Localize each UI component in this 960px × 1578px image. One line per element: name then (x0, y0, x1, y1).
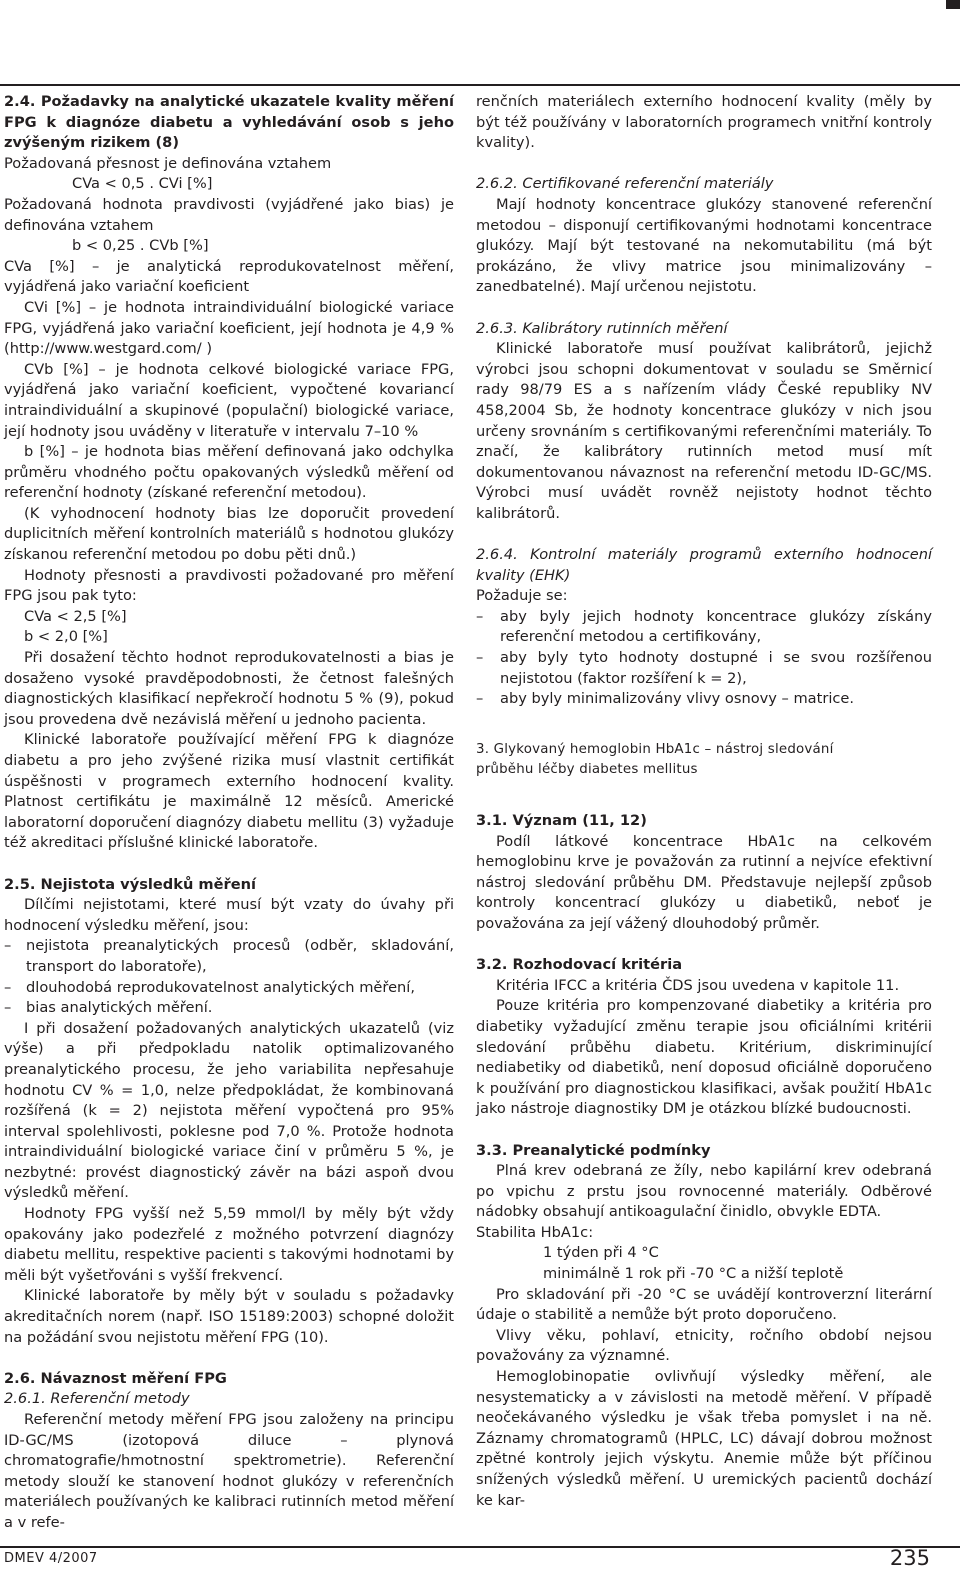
paragraph: (K vyhodnocení hodnoty bias lze doporučit provedení duplicitních měření kontrolních materiálů s hodnotou glukózy získanou referenční metodou po dobu pěti dnů.) (4, 504, 454, 564)
formula: b < 0,25 . CVb [%] (72, 237, 209, 255)
paragraph: Referenční metody měření FPG jsou založeny na principu ID-GC/MS (izotopová diluce – plynová chromatografie/hmotnostní spektrometrie). Referenční metody slouží ke stanovení hodnot glukózy v referenčních materiálech používaných ke kalibraci rutinních metod měření a v refe- (4, 1411, 454, 1531)
chapter-3-heading-line-2: průběhu léčby diabetes mellitus (476, 762, 698, 778)
left-column (4, 92, 454, 1534)
formula: b < 2,0 [%] (24, 628, 108, 646)
paragraph: CVi [%] – je hodnota intraindividuální biologické variace FPG, vyjádřená jako variační koeficient, její hodnota je 4,9 % (http://www.westgard.com/ ) (4, 298, 454, 358)
formula: CVa < 2,5 [%] (24, 607, 127, 625)
right-column (476, 92, 932, 1511)
stability-line: minimálně 1 rok při -70 °C a nižší teplotě (543, 1265, 844, 1283)
paragraph: CVb [%] – je hodnota celkové biologické variace FPG, vyjádřená jako variační koeficient, vypočtené kovariancí intraindividuální a skupinové (populační) biologické variace, její hodnoty jsou uváděny v literatuře v intervalu 7–10 % (4, 360, 454, 440)
paragraph: Stabilita HbA1c: (476, 1223, 594, 1241)
paragraph: Požadovaná hodnota pravdivosti (vyjádřené jako bias) je definována vztahem (4, 195, 454, 234)
paragraph: b [%] – je hodnota bias měření definovaná jako odchylka průměru vhodného počtu opakovaných výsledků měření od referenční hodnoty (získané referenční metodou). (4, 443, 454, 502)
paragraph: renčních materiálech externího hodnocení kvality (měly by být též používány v laboratorních programech vnitřní kontroly kvality). (476, 93, 932, 152)
paragraph: Kritéria IFCC a kritéria ČDS jsou uvedena v kapitole 11. (496, 976, 900, 994)
section-heading-3-2: 3.2. Rozhodovací kritéria (476, 956, 683, 974)
chapter-3-heading-line-1: 3. Glykovaný hemoglobin HbA1c – nástroj sledování (476, 742, 834, 758)
formula: CVa < 0,5 . CVi [%] (72, 175, 213, 193)
corner-mark (946, 0, 960, 9)
paragraph: Požadovaná přesnost je definována vztahem (4, 154, 332, 172)
list-item: – aby byly minimalizovány vlivy osnovy – matrice. (476, 689, 932, 710)
journal-issue: DMEV 4/2007 (4, 1551, 98, 1566)
paragraph: Při dosažení těchto hodnot reprodukovatelnosti a bias je dosaženo vysoké pravděpodobnosti, že četnost falešných diagnostických klasifikací nepřekročí hodnotu 5 % (9), pokud jsou provedena dvě nezávislá měření u jednoho pacienta. (4, 649, 454, 728)
list-item: – aby byly jejich hodnoty koncentrace glukózy získány referenční metodou a certifikovány, (476, 607, 932, 648)
paragraph: Podíl látkové koncentrace HbA1c na celkovém hemoglobinu krve je považován za rutinní a nejvíce efektivní nástroj sledování průběhu DM. Představuje nejlepší způsob kontroly koncentrací glukózy u diabetiků, neboť je považována za její vážený dlouhodobý průměr. (476, 832, 932, 932)
subsection-heading-2-6-2: 2.6.2. Certifikované referenční materiály (476, 175, 774, 193)
header-rule (0, 84, 960, 86)
paragraph: CVa [%] – je analytická reprodukovatelnost měření, vyjádřená jako variační koeficient (4, 257, 454, 296)
paragraph: I při dosažení požadovaných analytických ukazatelů (viz výše) a při předpokladu natolik optimalizovaného preanalytického procesu, že jeho variabilita nepřesahuje hodnotu CV % = 1,0, nelze předpokládat, že kombinovaná rozšířená (k = 2) nejistota měření vypočtená pro 95% interval spolehlivosti, poklesne pod 7,0 %. Protože hodnota intraindividuální biologické variace činí v průměru 5 %, je nezbytné: provést diagnostický závěr na bázi aspoň dvou výsledků měření. (4, 1019, 454, 1202)
paragraph: Hemoglobinopatie ovlivňují výsledky měření, ale nesystematicky a v závislosti na metodě měření. V případě neočekávaného výsledku je však třeba pomyslet i na ně. Záznamy chromatogramů (HPLC, LC) dávají dobrou možnost zpětné kontroly jejich výskytu. Anemie může být příčinou snížených výsledků měření. U uremických pacientů dochází ke kar- (476, 1368, 932, 1509)
list-item: – nejistota preanalytických procesů (odběr, skladování, transport do laboratoře), (4, 936, 454, 977)
paragraph: Dílčími nejistotami, které musí být vzaty do úvahy při hodnocení výsledku měření, jsou: (4, 896, 454, 934)
paragraph: Pro skladování při -20 °C se uvádějí kontroverzní literární údaje o stabilitě a nemůže být proto doporučeno. (476, 1285, 932, 1324)
page-number: 235 (889, 1546, 930, 1570)
ehk-requirements-list (476, 607, 932, 710)
paragraph: Hodnoty FPG vyšší než 5,59 mmol/l by měly být vždy opakovány jako podezřelé z možného potvrzení diagnózy diabetu mellitu, respektive pacienti s takovými hodnotami by měli být vyšetřováni s vyšší frekvencí. (4, 1205, 454, 1284)
section-heading-2-6: 2.6. Návaznost měření FPG (4, 1369, 227, 1387)
list-item: – aby byly tyto hodnoty dostupné i se svou rozšířenou nejistotou (faktor rozšíření k = 2), (476, 648, 932, 689)
uncertainty-list (4, 936, 454, 1018)
paragraph: Klinické laboratoře musí používat kalibrátorů, jejichž výrobci jsou schopni dokumentovat v souladu se Směrnicí rady 98/79 ES a s nařízením vlády České republiky NV 458,2004 Sb, že hodnoty koncentrace glukózy v nich jsou určeny srovnáním s certifikovanými referenčními materiály. To značí, že kalibrátory rutinních metod musí mít dokumentovanou návaznost na referenční metodu ID-GC/MS. Výrobci musí uvádět rovněž nejistoty hodnot těchto kalibrátorů. (476, 340, 932, 522)
paragraph: Požaduje se: (476, 587, 568, 605)
paragraph: Plná krev odebraná ze žíly, nebo kapilární krev odebraná po vpichu z prstu jsou rovnocenné materiály. Odběrové nádobky obsahují antikoagulační činidlo, obvykle EDTA. (476, 1162, 932, 1221)
section-heading-2-5: 2.5. Nejistota výsledků měření (4, 875, 257, 893)
stability-line: 1 týden při 4 °C (543, 1244, 659, 1262)
paragraph: Hodnoty přesnosti a pravdivosti požadované pro měření FPG jsou pak tyto: (4, 566, 454, 605)
paragraph: Klinické laboratoře by měly být v souladu s požadavky akreditačních norem (např. ISO 15189:2003) schopné doložit na požádání svou nejistotu měření FPG (10). (4, 1287, 454, 1346)
section-heading-3-1: 3.1. Význam (11, 12) (476, 812, 647, 829)
footer-rule (0, 1546, 960, 1548)
paragraph: Mají hodnoty koncentrace glukózy stanovené referenční metodou – disponují certifikovanými hodnotami koncentrace glukózy. Mají být testované na nekomutabilitu (má být prokázáno, že vlivy matrice jsou minimalizovány – zanedbatelné). Mají určenou nejistotu. (476, 195, 932, 296)
subsection-heading-2-6-1: 2.6.1. Referenční metody (4, 1390, 190, 1408)
subsection-heading-2-6-3: 2.6.3. Kalibrátory rutinních měření (476, 319, 728, 337)
list-item: – bias analytických měření. (4, 998, 454, 1019)
section-heading-2-4: 2.4. Požadavky na analytické ukazatele kvality měření FPG k diagnóze diabetu a vyhledávání osob s jeho zvýšeným rizikem (8) (4, 93, 454, 152)
list-item: – dlouhodobá reprodukovatelnost analytických měření, (4, 978, 454, 999)
paragraph: Pouze kritéria pro kompenzované diabetiky a kritéria pro diabetiky vyžadující změnu terapie jsou oficiálními kritérii sledování průběhu diabetu. Kritérium, diskriminující nediabetiky od diabetiků, není doposud oficiálně doporučeno k používání pro diagnostickou klasifikaci, avšak použití HbA1c jako nástroje diagnostiky DM je otázkou blízké budoucnosti. (476, 997, 932, 1118)
paragraph: Vlivy věku, pohlaví, etnicity, ročního období nejsou považovány za významné. (476, 1326, 932, 1365)
paragraph: Klinické laboratoře používající měření FPG k diagnóze diabetu a pro jeho zvýšené rizika musí vlastnit certifikát úspěšnosti v programech externího hodnocení kvality. Platnost certifikátu je maximálně 12 měsíců. Americké laboratorní doporučení diagnózy diabetu mellitu (3) vyžaduje též akreditaci příslušné klinické laboratoře. (4, 731, 454, 852)
section-heading-3-3: 3.3. Preanalytické podmínky (476, 1141, 711, 1159)
subsection-heading-2-6-4: 2.6.4. Kontrolní materiály programů externího hodnocení kvality (EHK) (476, 546, 932, 584)
